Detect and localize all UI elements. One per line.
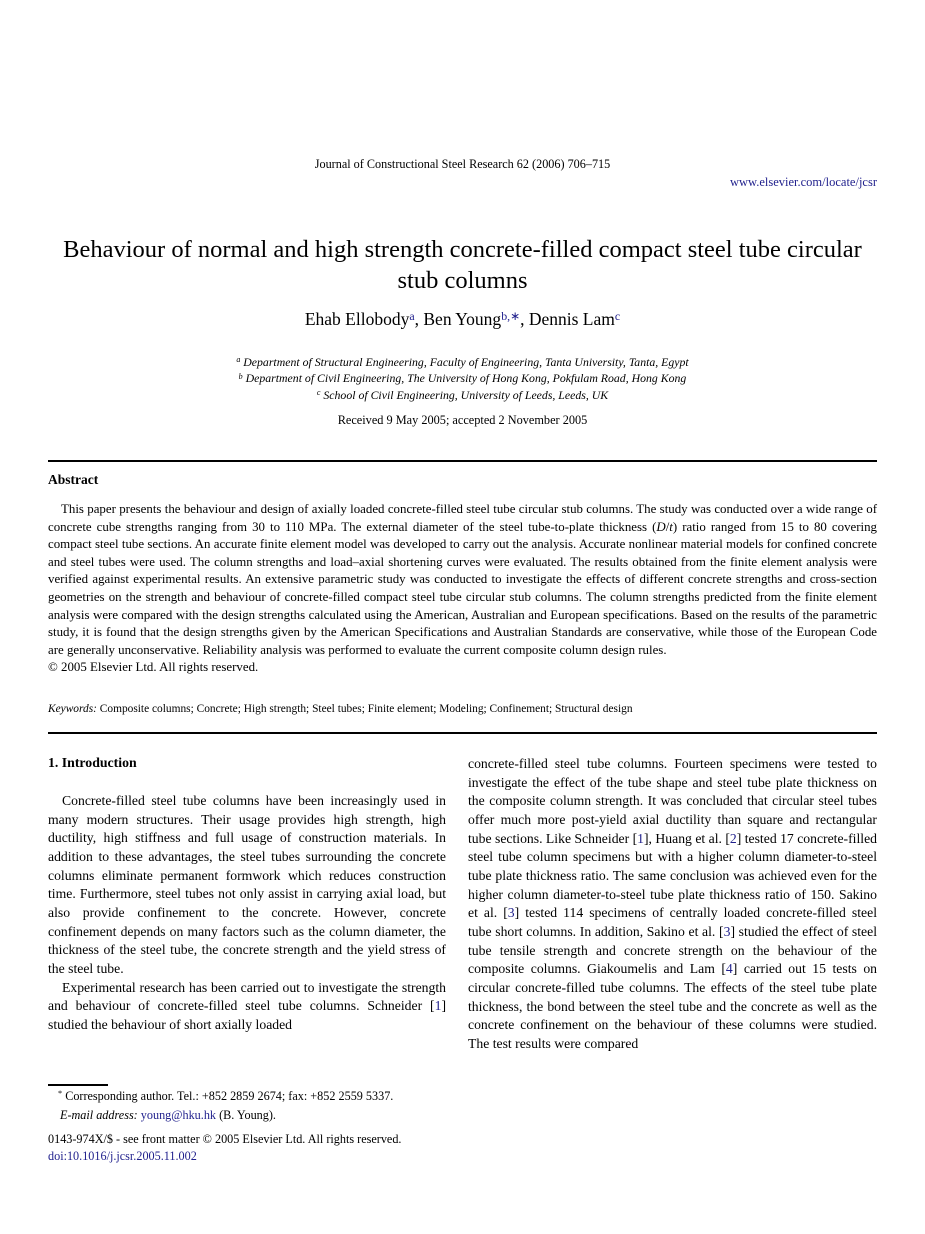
text-segment: This paper presents the behaviour and design of axially loaded concrete-filled steel tube circular stub columns. The study was conducted over a wide range of concrete cube strengths ranging from 30 to 110 MPa. The external diameter of the steel tube-to-plate thickness (	[48, 502, 877, 534]
left-column	[48, 753, 446, 1054]
citation-1[interactable]: 1	[637, 830, 644, 846]
affiliation-a	[48, 355, 877, 371]
text-segment: ] carried out 15 tests on circular concrete-filled tube columns. The effects of the steel tube plate thickness, the bond between the steel tube and the concrete as well as the concrete confinement on the behaviour of these columns were studied. The test results were compared	[468, 961, 878, 1051]
email-link[interactable]: young@hku.hk	[140, 1107, 217, 1122]
citation-3[interactable]: 3	[723, 923, 731, 939]
footnote-email-line	[48, 1107, 450, 1124]
text-segment: ] studied the effect of steel tube tensile strength and concrete strength on the behaviour of the composite columns. Giakoumelis and Lam [	[468, 923, 878, 977]
text-segment: Corresponding author. Tel.: +852 2859 2674; fax: +852 2559 5337.	[62, 1089, 394, 1103]
text-segment: E-mail address:	[60, 1107, 138, 1122]
text-segment: ] tested 17 concrete-filled steel tube column specimens but with a higher column diameter-to-steel tube plate thickness ratio. The same conclusion was achieved even for the higher column diameter-to-steel tube plate thickness ratio of 150. Sakino et al. [	[468, 830, 877, 921]
abstract-paragraph	[48, 501, 877, 659]
footnote-rule	[48, 1084, 108, 1086]
text-segment: ] tested 114 specimens of centrally loaded concrete-filled steel tube short columns. In addition, Sakino et al. [	[468, 905, 877, 939]
text-segment: (B. Young).	[216, 1107, 276, 1122]
text-segment: , Dennis Lam	[520, 309, 615, 329]
corresponding-author-footnote	[48, 1088, 450, 1124]
abstract-heading: Abstract	[48, 472, 99, 487]
author-affil-ref-c[interactable]: c	[614, 308, 621, 323]
affiliation-b	[48, 371, 877, 387]
text-segment: Department of Civil Engineering, The University of Hong Kong, Pokfulam Road, Hong Kong	[242, 371, 687, 386]
intro-paragraph-3	[468, 755, 877, 1054]
text-segment: c	[316, 387, 321, 397]
keywords-label: Keywords:	[48, 703, 97, 715]
journal-url-link[interactable]: www.elsevier.com/locate/jcsr	[729, 175, 877, 189]
separator-rule-top	[48, 460, 877, 462]
doi-link[interactable]: doi:10.1016/j.jcsr.2005.11.002	[48, 1148, 197, 1163]
footnote-contact-line	[48, 1088, 450, 1107]
text-segment: School of Civil Engineering, University of Leeds, Leeds, UK	[320, 387, 609, 402]
author-affil-ref-b[interactable]: b,∗	[501, 308, 521, 323]
text-segment: Experimental research has been carried out to investigate the strength and behaviour of concrete-filled steel tube columns. Schneider [	[48, 979, 446, 1014]
separator-rule-keywords	[48, 732, 877, 734]
section-heading-introduction: 1. Introduction	[48, 755, 137, 770]
text-segment: /	[665, 519, 670, 534]
keywords-line	[48, 703, 877, 715]
text-segment: ) ratio ranged from 15 to 80 covering compact steel tube sections. An accurate finite element model was developed to carry out the analysis. Accurate nonlinear material models for confined concrete and steel tubes were used. The column strengths and load–axial shortening curves were evaluated. The results obtained from the finite element analysis were verified against experimental results. An extensive parametric study was conducted to investigate the effects of different concrete strengths and cross-section geometries on the strength and behaviour of concrete-filled compact steel tube circular stub columns. The column strengths predicted from the finite element analysis were compared with the design strengths calculated using the American, Australian and European specifications. Based on the results of the parametric study, it is found that the design strengths given by the American Specifications and Australian Standards are conservative, while those of the European Code are generally unconservative. Reliability analysis was performed to evaluate the current composite column design rules.	[48, 519, 877, 657]
page-footer	[48, 1131, 548, 1164]
affiliations-block	[48, 355, 877, 404]
article-title: Behaviour of normal and high strength concrete-filled compact steel tube circular stub columns	[63, 236, 862, 294]
affiliation-c	[48, 388, 877, 404]
keywords-text: Composite columns; Concrete; High strength; Steel tubes; Finite element; Modeling; Confinement; Structural design	[96, 703, 633, 715]
citation-4[interactable]: 4	[725, 961, 733, 977]
text-segment: , Ben Young	[414, 309, 502, 329]
text-segment: ], Huang et al. [	[644, 830, 730, 846]
text-segment: Ehab Ellobody	[304, 309, 410, 329]
abstract-section	[48, 472, 877, 677]
received-accepted-dates: Received 9 May 2005; accepted 2 November 2005	[337, 413, 588, 427]
intro-paragraph-1	[48, 792, 446, 979]
text-segment: Concrete-filled steel tube columns have been increasingly used in many modern structures. Their usage provides high strength, high ductility, high stiffness and full usage of construction materials. In addition to these advantages, the steel tubes surrounding the concrete columns eliminate permanent formwork which reduces construction time. Furthermore, steel tubes not only assist in carrying axial load, but also provide confinement to the concrete. However, concrete confinement depends on many factors such as the column diameter, the thickness of the steel tube, the concrete strength and the yield stress of the steel tube.	[48, 793, 446, 976]
text-segment: b	[238, 371, 243, 381]
citation-3[interactable]: 3	[507, 905, 515, 921]
authors-line	[48, 309, 877, 330]
text-segment: t	[669, 519, 673, 534]
citation-2[interactable]: 2	[729, 830, 737, 846]
text-segment: a	[236, 355, 241, 365]
right-column	[468, 753, 877, 1054]
text-segment: Department of Structural Engineering, Faculty of Engineering, Tanta University, Tanta, Egypt	[240, 355, 689, 369]
text-segment: ] studied the behaviour of short axially loaded	[48, 998, 446, 1032]
citation-1[interactable]: 1	[434, 998, 442, 1014]
text-segment: concrete-filled steel tube columns. Fourteen specimens were tested to investigate the effect of the tube shape and steel tube plate thickness on the composite column strength. It was concluded that circular steel tubes offer much more post-yield axial ductility than square and rectangular tube sections. Like Schneider [	[468, 756, 877, 846]
author-affil-ref-a[interactable]: a	[409, 308, 415, 323]
text-segment: D	[656, 519, 666, 534]
text-segment: *	[58, 1089, 63, 1099]
issn-copyright-line: 0143-974X/$ - see front matter © 2005 Elsevier Ltd. All rights reserved.	[48, 1132, 402, 1146]
intro-paragraph-2	[48, 979, 446, 1035]
abstract-copyright: © 2005 Elsevier Ltd. All rights reserved.	[48, 660, 259, 675]
two-column-body	[48, 753, 877, 1054]
journal-title-line: Journal of Constructional Steel Research 62 (2006) 706–715	[314, 157, 611, 171]
